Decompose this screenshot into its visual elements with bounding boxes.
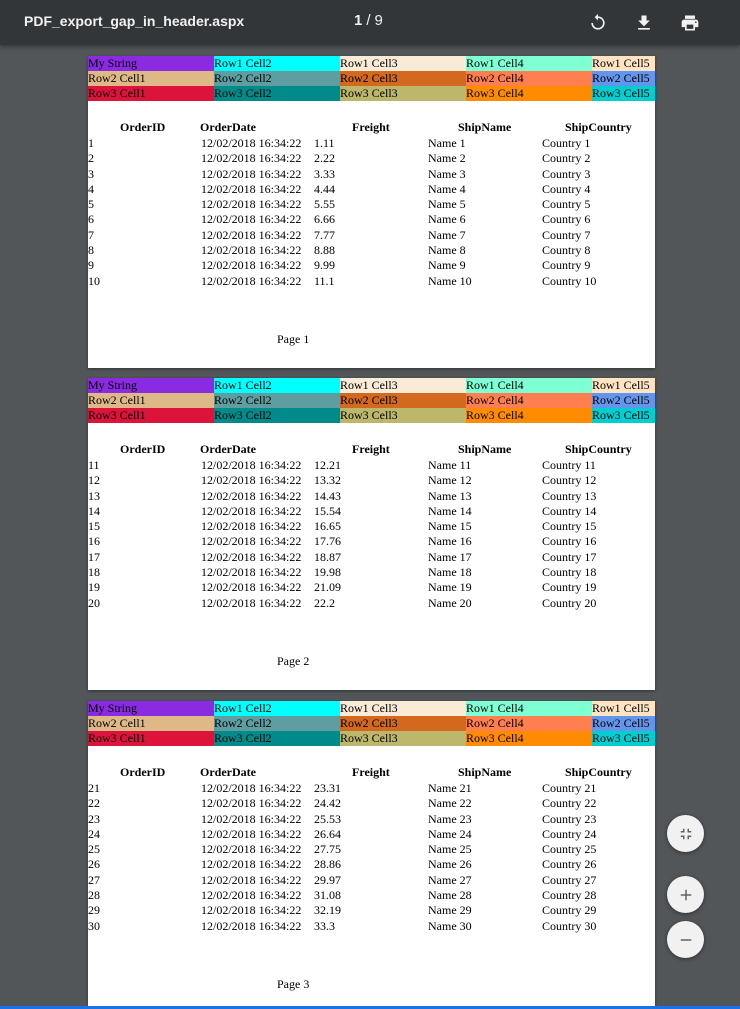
cell-order-id: 4 [88, 181, 94, 196]
rotate-icon [588, 13, 608, 33]
header-cell: Row2 Cell4 [466, 393, 592, 408]
cell-ship-country: Country 1 [542, 136, 591, 150]
cell-ship-name: Name 25 [428, 842, 472, 857]
cell-order-date: 12/02/2018 16:34:22 [201, 842, 302, 857]
cell-ship-country: Country 6 [542, 212, 591, 227]
cell-order-date: 12/02/2018 16:34:22 [201, 888, 302, 903]
header-cell: Row1 Cell4 [466, 701, 592, 716]
print-icon [680, 13, 700, 33]
cell-order-date: 12/02/2018 16:34:22 [201, 227, 302, 242]
cell-order-id: 28 [88, 888, 100, 903]
cell-order-id: 6 [88, 212, 94, 227]
header-cell: Row2 Cell1 [88, 71, 214, 86]
cell-order-date: 12/02/2018 16:34:22 [201, 534, 302, 549]
cell-ship-name: Name 4 [428, 181, 466, 196]
header-row [88, 701, 655, 716]
cell-freight: 32.19 [314, 903, 341, 918]
cell-ship-country: Country 13 [542, 488, 597, 503]
cell-ship-country: Country 28 [542, 888, 597, 903]
header-row [88, 731, 655, 746]
cell-ship-name: Name 23 [428, 811, 472, 826]
header-cell: Row2 Cell2 [214, 716, 340, 731]
pdf-page [88, 378, 655, 690]
table-row [88, 873, 655, 888]
header-cell: Row3 Cell5 [592, 731, 655, 746]
cell-freight: 28.86 [314, 857, 341, 872]
header-cell: Row1 Cell5 [592, 701, 655, 716]
cell-order-id: 25 [88, 842, 100, 857]
column-header-ship-name: ShipName [458, 120, 512, 134]
header-cell: Row3 Cell2 [214, 408, 340, 423]
cell-ship-name: Name 8 [428, 243, 466, 258]
cell-ship-country: Country 25 [542, 842, 597, 857]
pdf-page [88, 701, 655, 1006]
header-cell: Row3 Cell5 [592, 86, 655, 101]
table-row [88, 888, 655, 903]
cell-order-date: 12/02/2018 16:34:22 [201, 565, 302, 580]
cell-ship-name: Name 15 [428, 519, 472, 534]
cell-order-id: 21 [88, 781, 100, 795]
table-row [88, 458, 655, 473]
table-row [88, 182, 655, 197]
cell-order-date: 12/02/2018 16:34:22 [201, 458, 302, 472]
table-row [88, 580, 655, 595]
cell-ship-country: Country 27 [542, 872, 597, 887]
cell-freight: 21.09 [314, 580, 341, 595]
cell-order-id: 17 [88, 549, 100, 564]
cell-freight: 6.66 [314, 212, 335, 227]
cell-freight: 15.54 [314, 503, 341, 518]
orders-table [88, 442, 655, 611]
table-row [88, 473, 655, 488]
table-header-row [88, 765, 655, 781]
document-title: PDF_export_gap_in_header.aspx [24, 13, 245, 29]
cell-ship-country: Country 4 [542, 181, 591, 196]
cell-order-date: 12/02/2018 16:34:22 [201, 857, 302, 872]
page-indicator [354, 12, 383, 29]
header-cell: Row3 Cell3 [340, 86, 466, 101]
cell-order-date: 12/02/2018 16:34:22 [201, 181, 302, 196]
cell-ship-name: Name 26 [428, 857, 472, 872]
cell-order-date: 12/02/2018 16:34:22 [201, 488, 302, 503]
header-cell: My String [88, 701, 214, 716]
cell-ship-name: Name 1 [428, 136, 466, 150]
cell-ship-name: Name 18 [428, 565, 472, 580]
cell-order-id: 11 [88, 458, 100, 472]
cell-freight: 11.1 [314, 273, 335, 288]
column-header-ship-country: ShipCountry [565, 442, 632, 456]
column-header-order-id: OrderID [120, 442, 166, 456]
cell-order-date: 12/02/2018 16:34:22 [201, 781, 302, 795]
cell-ship-name: Name 16 [428, 534, 472, 549]
header-cell: Row2 Cell3 [340, 71, 466, 86]
page-header-band [88, 701, 655, 746]
cell-ship-name: Name 3 [428, 166, 466, 181]
cell-ship-country: Country 19 [542, 580, 597, 595]
cell-order-id: 3 [88, 166, 94, 181]
header-cell: Row3 Cell4 [466, 86, 592, 101]
cell-order-date: 12/02/2018 16:34:22 [201, 595, 302, 610]
table-row [88, 489, 655, 504]
cell-ship-country: Country 23 [542, 811, 597, 826]
cell-ship-name: Name 12 [428, 473, 472, 488]
header-cell: Row2 Cell2 [214, 393, 340, 408]
cell-order-id: 9 [88, 258, 94, 273]
cell-freight: 14.43 [314, 488, 341, 503]
cell-order-date: 12/02/2018 16:34:22 [201, 811, 302, 826]
cell-order-id: 15 [88, 519, 100, 534]
table-row [88, 812, 655, 827]
header-cell: Row2 Cell3 [340, 393, 466, 408]
cell-order-id: 12 [88, 473, 100, 488]
cell-freight: 9.99 [314, 258, 335, 273]
cell-ship-name: Name 10 [428, 273, 472, 288]
zoom-in-button[interactable] [667, 876, 704, 913]
header-row [88, 56, 655, 71]
cell-order-date: 12/02/2018 16:34:22 [201, 826, 302, 841]
cell-freight: 33.3 [314, 918, 335, 933]
viewer-toolbar [0, 0, 740, 45]
cell-freight: 1.11 [314, 136, 335, 150]
cell-order-id: 10 [88, 273, 100, 288]
header-cell: Row1 Cell2 [214, 56, 340, 71]
cell-freight: 24.42 [314, 796, 341, 811]
cell-freight: 18.87 [314, 549, 341, 564]
cell-ship-name: Name 27 [428, 872, 472, 887]
page-separator: / [366, 12, 371, 29]
rotate-button[interactable] [584, 9, 612, 37]
cell-order-id: 1 [88, 136, 94, 150]
column-header-ship-country: ShipCountry [565, 765, 632, 779]
cell-ship-country: Country 3 [542, 166, 591, 181]
cell-freight: 19.98 [314, 565, 341, 580]
cell-ship-country: Country 12 [542, 473, 597, 488]
cell-freight: 5.55 [314, 197, 335, 212]
header-cell: Row1 Cell5 [592, 378, 655, 393]
cell-order-id: 29 [88, 903, 100, 918]
column-header-order-id: OrderID [120, 765, 166, 779]
cell-ship-name: Name 2 [428, 151, 466, 166]
print-button[interactable] [676, 9, 704, 37]
table-row [88, 827, 655, 842]
cell-ship-name: Name 6 [428, 212, 466, 227]
cell-freight: 2.22 [314, 151, 335, 166]
page-footer-label: Page 2 [277, 654, 310, 668]
table-header-row [88, 442, 655, 458]
cell-ship-country: Country 21 [542, 781, 597, 795]
header-cell: Row2 Cell3 [340, 716, 466, 731]
orders-table [88, 765, 655, 934]
cell-order-id: 14 [88, 503, 100, 518]
cell-order-id: 18 [88, 565, 100, 580]
cell-ship-name: Name 19 [428, 580, 472, 595]
cell-ship-country: Country 17 [542, 549, 597, 564]
header-cell: Row1 Cell3 [340, 378, 466, 393]
cell-ship-name: Name 28 [428, 888, 472, 903]
cell-order-date: 12/02/2018 16:34:22 [201, 872, 302, 887]
cell-freight: 13.32 [314, 473, 341, 488]
cell-order-date: 12/02/2018 16:34:22 [201, 136, 302, 150]
table-row [88, 796, 655, 811]
table-row [88, 781, 655, 796]
column-header-freight: Freight [352, 765, 390, 779]
header-cell: Row2 Cell5 [592, 71, 655, 86]
cell-order-date: 12/02/2018 16:34:22 [201, 473, 302, 488]
cell-order-date: 12/02/2018 16:34:22 [201, 258, 302, 273]
zoom-out-button[interactable] [667, 921, 704, 958]
fit-to-page-button[interactable] [667, 815, 704, 852]
cell-ship-name: Name 11 [428, 458, 472, 472]
column-header-order-date: OrderDate [200, 765, 256, 779]
cell-ship-name: Name 22 [428, 796, 472, 811]
header-row [88, 716, 655, 731]
cell-ship-country: Country 15 [542, 519, 597, 534]
header-cell: My String [88, 378, 214, 393]
header-cell: Row1 Cell2 [214, 701, 340, 716]
page-footer-label: Page 3 [277, 977, 310, 991]
column-header-ship-name: ShipName [458, 442, 512, 456]
cell-order-date: 12/02/2018 16:34:22 [201, 197, 302, 212]
table-row [88, 228, 655, 243]
header-cell: Row3 Cell2 [214, 731, 340, 746]
table-header-row [88, 120, 655, 136]
page-footer-label: Page 1 [277, 332, 310, 346]
header-cell: Row3 Cell4 [466, 731, 592, 746]
cell-ship-name: Name 30 [428, 918, 472, 933]
cell-freight: 3.33 [314, 166, 335, 181]
cell-ship-name: Name 14 [428, 503, 472, 518]
cell-ship-country: Country 18 [542, 565, 597, 580]
table-row [88, 842, 655, 857]
cell-order-date: 12/02/2018 16:34:22 [201, 212, 302, 227]
table-row [88, 534, 655, 549]
cell-ship-name: Name 24 [428, 826, 472, 841]
header-cell: Row2 Cell5 [592, 716, 655, 731]
cell-ship-country: Country 22 [542, 796, 597, 811]
cell-freight: 16.65 [314, 519, 341, 534]
cell-order-id: 16 [88, 534, 100, 549]
cell-order-date: 12/02/2018 16:34:22 [201, 151, 302, 166]
table-row [88, 243, 655, 258]
header-cell: Row2 Cell5 [592, 393, 655, 408]
cell-order-id: 2 [88, 151, 94, 166]
header-cell: Row3 Cell1 [88, 86, 214, 101]
table-row [88, 565, 655, 580]
column-header-order-date: OrderDate [200, 120, 256, 134]
orders-table [88, 120, 655, 289]
cell-order-id: 24 [88, 826, 100, 841]
table-row [88, 258, 655, 273]
table-row [88, 167, 655, 182]
header-cell: Row1 Cell4 [466, 378, 592, 393]
cell-order-date: 12/02/2018 16:34:22 [201, 796, 302, 811]
header-cell: Row3 Cell1 [88, 408, 214, 423]
cell-ship-country: Country 24 [542, 826, 597, 841]
header-cell: Row2 Cell2 [214, 71, 340, 86]
header-cell: Row3 Cell5 [592, 408, 655, 423]
cell-freight: 31.08 [314, 888, 341, 903]
header-row [88, 71, 655, 86]
cell-freight: 4.44 [314, 181, 335, 196]
table-row [88, 919, 655, 934]
header-cell: Row3 Cell1 [88, 731, 214, 746]
download-icon [634, 13, 654, 33]
table-row [88, 197, 655, 212]
cell-ship-country: Country 14 [542, 503, 597, 518]
cell-freight: 27.75 [314, 842, 341, 857]
pdf-page [88, 56, 655, 368]
cell-order-id: 27 [88, 872, 100, 887]
header-cell: Row1 Cell5 [592, 56, 655, 71]
cell-freight: 8.88 [314, 243, 335, 258]
table-row [88, 274, 655, 289]
table-row [88, 504, 655, 519]
cell-ship-name: Name 7 [428, 227, 466, 242]
cell-order-date: 12/02/2018 16:34:22 [201, 273, 302, 288]
header-row [88, 393, 655, 408]
fit-to-page-icon [677, 825, 695, 843]
cell-order-date: 12/02/2018 16:34:22 [201, 503, 302, 518]
cell-ship-name: Name 21 [428, 781, 472, 795]
header-cell: Row1 Cell3 [340, 56, 466, 71]
cell-order-date: 12/02/2018 16:34:22 [201, 549, 302, 564]
cell-ship-country: Country 10 [542, 273, 597, 288]
cell-ship-country: Country 11 [542, 458, 596, 472]
cell-order-date: 12/02/2018 16:34:22 [201, 519, 302, 534]
table-row [88, 151, 655, 166]
cell-freight: 12.21 [314, 458, 341, 472]
cell-order-id: 7 [88, 227, 94, 242]
cell-ship-country: Country 5 [542, 197, 591, 212]
cell-order-date: 12/02/2018 16:34:22 [201, 918, 302, 933]
cell-order-id: 5 [88, 197, 94, 212]
cell-freight: 25.53 [314, 811, 341, 826]
cell-order-id: 22 [88, 796, 100, 811]
cell-order-date: 12/02/2018 16:34:22 [201, 580, 302, 595]
cell-ship-name: Name 17 [428, 549, 472, 564]
header-cell: Row3 Cell3 [340, 731, 466, 746]
page-header-band [88, 56, 655, 101]
cell-order-id: 26 [88, 857, 100, 872]
header-cell: Row3 Cell3 [340, 408, 466, 423]
cell-order-id: 19 [88, 580, 100, 595]
cell-order-id: 13 [88, 488, 100, 503]
table-row [88, 212, 655, 227]
cell-ship-name: Name 5 [428, 197, 466, 212]
cell-order-id: 20 [88, 595, 100, 610]
table-row [88, 136, 655, 151]
cell-ship-name: Name 20 [428, 595, 472, 610]
download-button[interactable] [630, 9, 658, 37]
cell-ship-country: Country 20 [542, 595, 597, 610]
cell-ship-country: Country 2 [542, 151, 591, 166]
cell-freight: 23.31 [314, 781, 341, 795]
table-row [88, 903, 655, 918]
page-header-band [88, 378, 655, 423]
column-header-freight: Freight [352, 442, 390, 456]
cell-order-date: 12/02/2018 16:34:22 [201, 903, 302, 918]
header-row [88, 408, 655, 423]
header-cell: Row2 Cell1 [88, 716, 214, 731]
cell-ship-country: Country 8 [542, 243, 591, 258]
cell-ship-country: Country 9 [542, 258, 591, 273]
column-header-order-id: OrderID [120, 120, 166, 134]
zoom-in-icon [677, 886, 695, 904]
cell-ship-country: Country 26 [542, 857, 597, 872]
header-cell: Row3 Cell2 [214, 86, 340, 101]
header-cell: Row1 Cell2 [214, 378, 340, 393]
zoom-out-icon [677, 931, 695, 949]
cell-ship-name: Name 13 [428, 488, 472, 503]
column-header-order-date: OrderDate [200, 442, 256, 456]
cell-order-id: 23 [88, 811, 100, 826]
table-row [88, 519, 655, 534]
cell-freight: 7.77 [314, 227, 335, 242]
header-row [88, 378, 655, 393]
table-row [88, 857, 655, 872]
header-cell: Row2 Cell4 [466, 71, 592, 86]
column-header-ship-name: ShipName [458, 765, 512, 779]
column-header-ship-country: ShipCountry [565, 120, 632, 134]
cell-order-id: 30 [88, 918, 100, 933]
table-row [88, 596, 655, 611]
cell-ship-name: Name 29 [428, 903, 472, 918]
header-cell: Row1 Cell3 [340, 701, 466, 716]
cell-freight: 29.97 [314, 872, 341, 887]
total-pages: 9 [374, 12, 383, 29]
header-row [88, 86, 655, 101]
cell-ship-country: Country 30 [542, 918, 597, 933]
header-cell: Row1 Cell4 [466, 56, 592, 71]
header-cell: Row2 Cell1 [88, 393, 214, 408]
cell-order-id: 8 [88, 243, 94, 258]
cell-ship-country: Country 29 [542, 903, 597, 918]
cell-order-date: 12/02/2018 16:34:22 [201, 166, 302, 181]
column-header-freight: Freight [352, 120, 390, 134]
table-row [88, 550, 655, 565]
cell-freight: 22.2 [314, 595, 335, 610]
cell-freight: 17.76 [314, 534, 341, 549]
cell-ship-name: Name 9 [428, 258, 466, 273]
header-cell: Row2 Cell4 [466, 716, 592, 731]
header-cell: My String [88, 56, 214, 71]
cell-order-date: 12/02/2018 16:34:22 [201, 243, 302, 258]
cell-ship-country: Country 16 [542, 534, 597, 549]
current-page-number[interactable]: 1 [354, 12, 363, 29]
header-cell: Row3 Cell4 [466, 408, 592, 423]
cell-ship-country: Country 7 [542, 227, 591, 242]
cell-freight: 26.64 [314, 826, 341, 841]
